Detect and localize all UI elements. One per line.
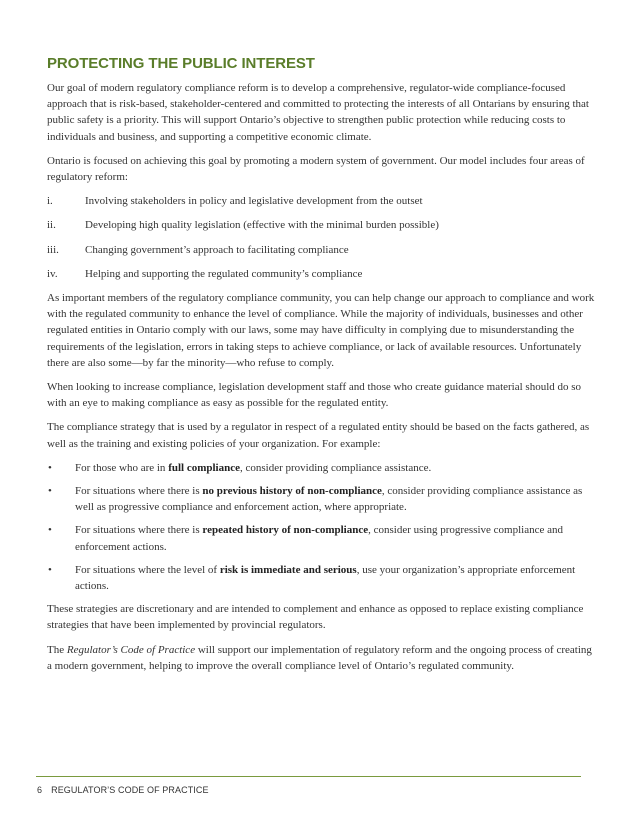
bullet-text-pre: For situations where there is <box>75 485 203 498</box>
closing-text-italic: Regulator’s Code of Practice <box>66 643 196 656</box>
page-content <box>47 54 595 682</box>
list-item <box>47 193 595 209</box>
bullet-text-pre: For situations where the level of <box>75 563 220 576</box>
list-item <box>47 266 595 282</box>
members-paragraph: As important members of the regulatory compliance community, you can help change our approach to compliance and work with the regulated community to enhance the level of compliance. While the majority of individuals, businesses and other regulated entities in Ontario comply with our laws, some may have difficulty in complying due to misunderstanding the requirements of the legislation, errors in taking steps to achieve compliance, or lack of available resources. Unfortunately there are also some—by far the minority—who refuse to comply. <box>47 292 595 369</box>
intro-paragraph: Our goal of modern regulatory compliance reform is to develop a comprehensive, regulator-wide compliance-focused approach that is risk-based, stakeholder-centered and committed to protecting the interests of all Ontarians by ensuring that public safety is a priority. This will support Ontario’s objective to strengthen public protection while reducing costs to individuals and business, and supporting a competitive economic climate. <box>47 82 589 143</box>
strategy-bullets <box>47 460 595 594</box>
reform-areas-list <box>47 193 595 282</box>
list-item <box>47 217 595 233</box>
increase-compliance-paragraph: When looking to increase compliance, legislation development staff and those who create guidance material should do so with an eye to making compliance as easy as possible for the regulated entity. <box>47 381 582 410</box>
bullet-item <box>47 522 595 554</box>
closing-text-post: will support our implementation of regulatory reform and the ongoing process of creating a modern government, helping to improve the overall compliance level of Ontario’s regulated community. <box>47 643 592 672</box>
model-intro-paragraph: Ontario is focused on achieving this goal by promoting a modern system of government. Our model includes four areas of regulatory reform: <box>47 154 585 184</box>
bullet-icon: • <box>48 461 52 474</box>
list-item-text: Involving stakeholders in policy and legislative development from the outset <box>85 195 423 208</box>
list-item-number: iii. <box>47 243 59 256</box>
list-item-number: iv. <box>47 267 58 280</box>
bullet-item <box>47 483 595 515</box>
bullet-text <box>75 483 595 515</box>
bullet-text-post: , use your organization’s appropriate enforcement actions. <box>75 563 576 593</box>
footer-divider <box>36 776 581 777</box>
bullet-text-post: , consider using progressive compliance and enforcement actions. <box>75 524 563 553</box>
bullet-icon: • <box>48 563 52 576</box>
bullet-text-pre: For situations where there is <box>75 524 203 537</box>
bullet-text-pre: For those who are in <box>75 461 169 474</box>
bullet-text-bold: risk is immediate and serious <box>219 563 357 576</box>
strategy-paragraph: The compliance strategy that is used by a regulator in respect of a regulated entity should be based on the facts gathered, as well as the training and existing policies of your organization. For example: <box>47 421 590 450</box>
list-item-number: i. <box>47 195 53 208</box>
bullet-item <box>47 562 595 594</box>
page-number: 6 <box>37 785 43 795</box>
list-item-text: Changing government’s approach to facilitating compliance <box>85 243 349 256</box>
page-footer <box>37 785 209 795</box>
bullet-item <box>47 460 595 476</box>
list-item <box>47 242 595 258</box>
list-item-number: ii. <box>47 219 56 232</box>
list-item-text: Helping and supporting the regulated community’s compliance <box>85 267 363 280</box>
page-title: PROTECTING THE PUBLIC INTEREST <box>47 55 315 72</box>
bullet-icon: • <box>48 485 52 498</box>
bullet-text-bold: repeated history of non-compliance <box>202 524 369 537</box>
list-item-text: Developing high quality legislation (effective with the minimal burden possible) <box>85 219 439 232</box>
bullet-text-bold: no previous history of non-compliance <box>202 485 382 498</box>
closing-paragraph <box>47 642 595 674</box>
bullet-icon: • <box>48 524 52 537</box>
bullet-text <box>75 562 595 594</box>
bullet-text-bold: full compliance <box>168 461 240 474</box>
bullet-text-post: , consider providing compliance assistance. <box>240 461 432 474</box>
bullet-text-post: , consider providing compliance assistance as well as progressive compliance and enforcement action, where appropriate. <box>75 485 583 514</box>
footer-document-title: REGULATOR’S CODE OF PRACTICE <box>51 785 209 795</box>
discretionary-paragraph: These strategies are discretionary and are intended to complement and enhance as opposed to replace existing compliance strategies that have been implemented by provincial regulators. <box>47 603 584 632</box>
bullet-text <box>75 522 595 554</box>
closing-text-pre: The <box>47 643 67 656</box>
bullet-text <box>75 460 595 476</box>
